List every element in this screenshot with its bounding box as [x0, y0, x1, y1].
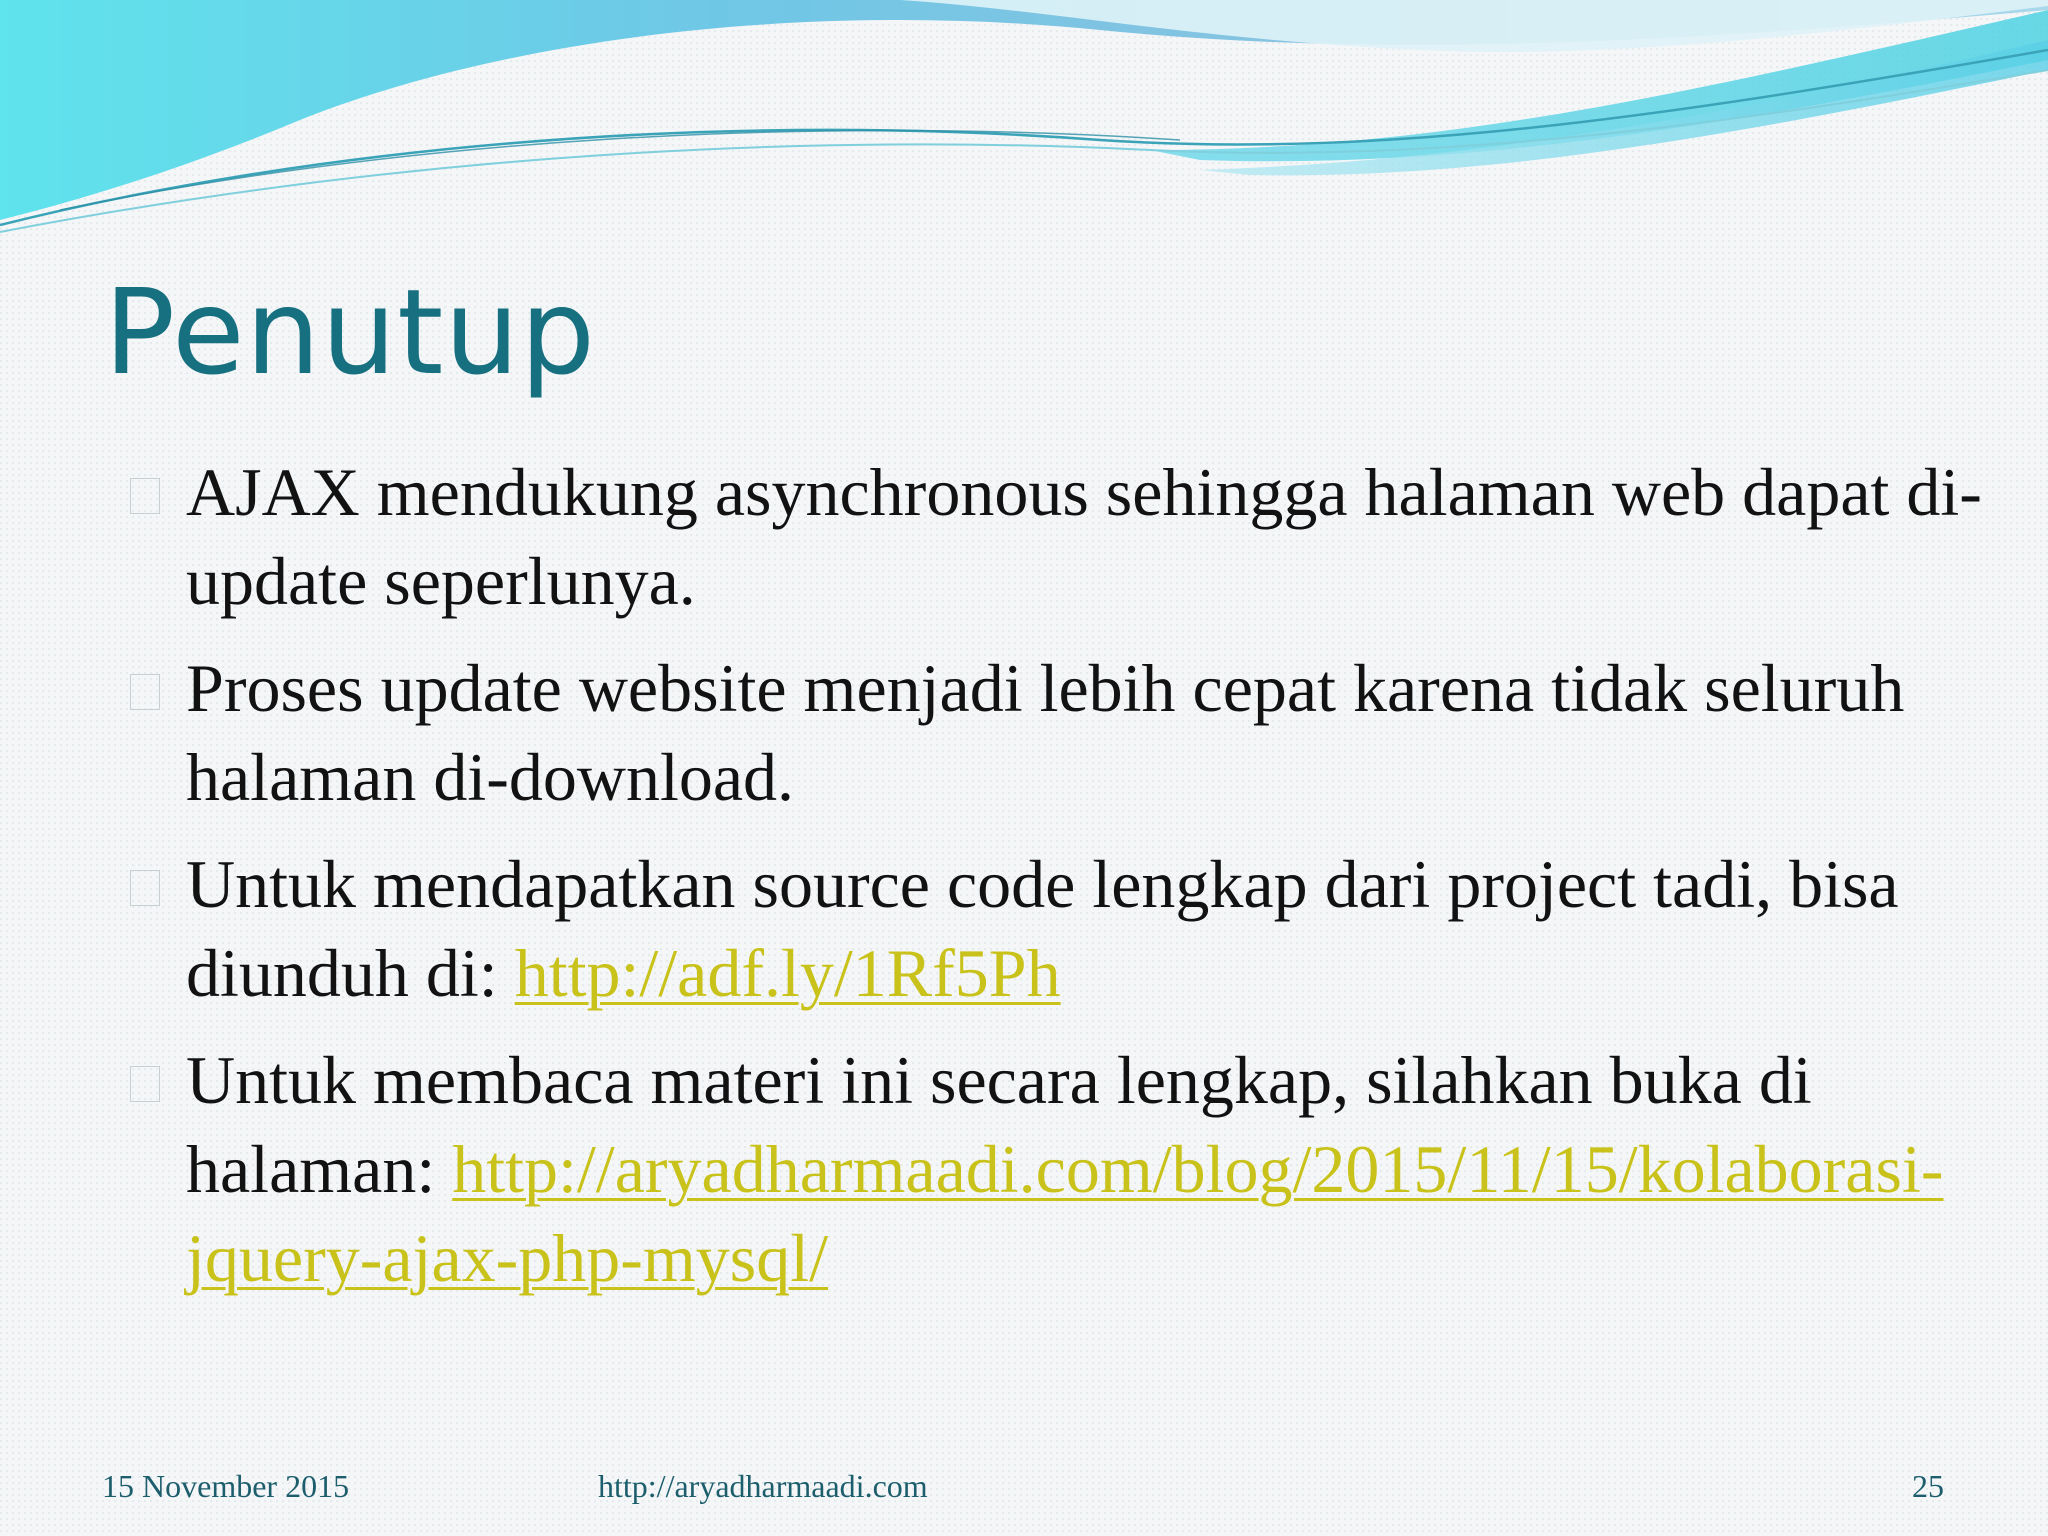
source-code-link[interactable]: http://adf.ly/1Rf5Ph: [514, 935, 1061, 1011]
footer-date: 15 November 2015: [102, 1468, 350, 1504]
bullet-item: [130, 448, 1990, 626]
bullet-box-icon: [130, 478, 160, 514]
slide-title: Penutup: [104, 263, 597, 401]
bullet-text: Untuk mendapatkan source code lengkap dari project tadi, bisa diunduh di:: [186, 846, 1899, 1011]
bullet-item: [130, 1036, 1990, 1303]
bullet-item: [130, 644, 1990, 822]
page-number: 25: [1912, 1468, 1944, 1504]
bullet-box-icon: [130, 674, 160, 710]
footer-url: http://aryadharmaadi.com: [598, 1468, 928, 1504]
bullet-list: [130, 448, 1990, 1321]
bullet-text: AJAX mendukung asynchronous sehingga halaman web dapat di-update seperlunya.: [186, 454, 1982, 619]
article-link[interactable]: http://aryadharmaadi.com/blog/2015/11/15/kolaborasi-jquery-ajax-php-mysql/: [186, 1131, 1944, 1296]
bullet-item: [130, 840, 1990, 1018]
bullet-text: Proses update website menjadi lebih cepat karena tidak seluruh halaman di-download.: [186, 650, 1905, 815]
bullet-box-icon: [130, 1066, 160, 1102]
header-wave-decoration: [0, 0, 2048, 240]
bullet-box-icon: [130, 870, 160, 906]
bullet-text: Untuk membaca materi ini secara lengkap, silahkan buka di halaman:: [186, 1042, 1812, 1207]
